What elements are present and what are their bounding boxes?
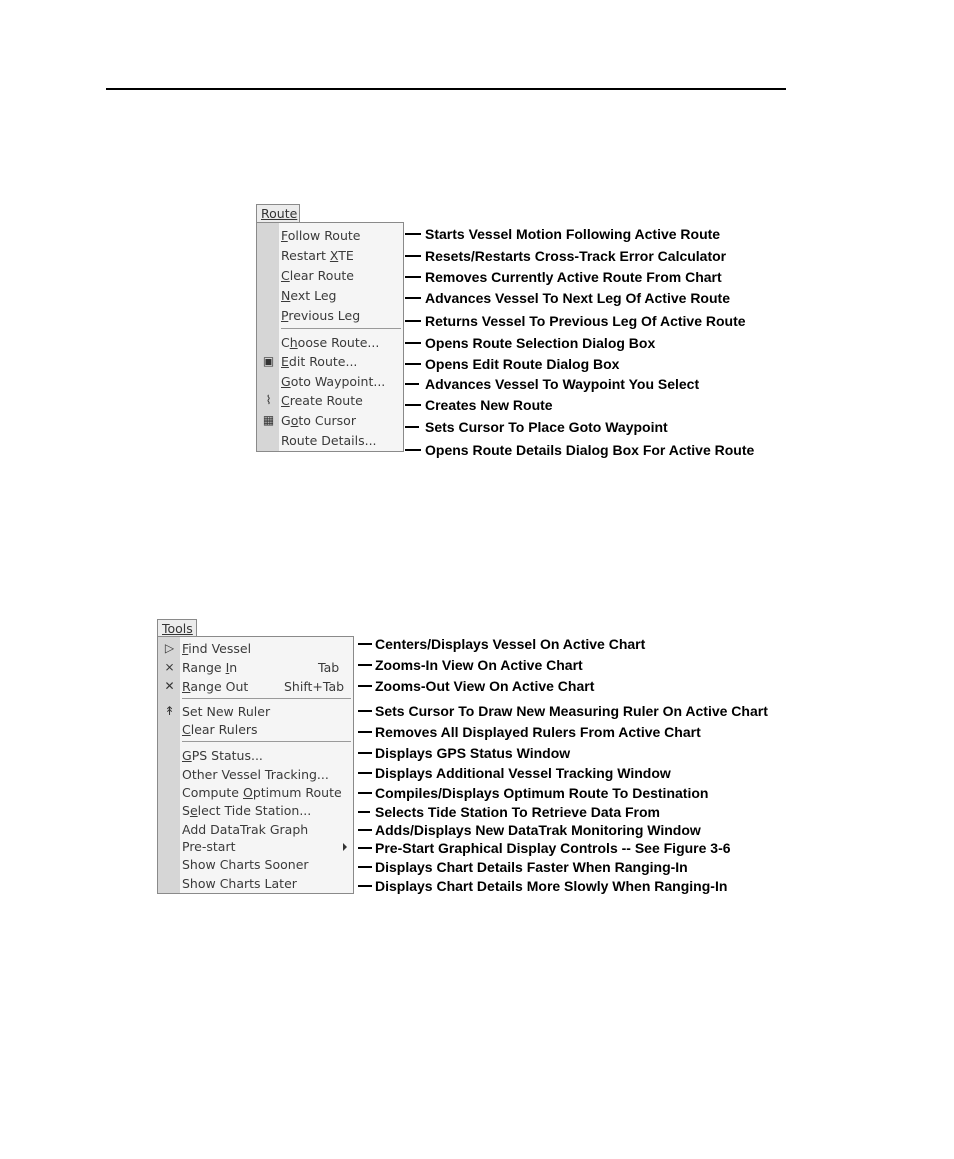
- leader-line: [358, 811, 370, 813]
- annotation-text: Opens Edit Route Dialog Box: [425, 356, 620, 372]
- menu-item-pre-start[interactable]: [158, 837, 353, 857]
- menu-item-create-route[interactable]: [257, 391, 403, 411]
- annotation-text: Selects Tide Station To Retrieve Data From: [375, 804, 661, 820]
- menu-item-label: Range Out: [182, 679, 249, 694]
- menu-item-show-charts-sooner[interactable]: [158, 855, 353, 875]
- menu-item-label: Route Details...: [281, 433, 377, 448]
- leader-line: [405, 404, 421, 406]
- annotation-text: Sets Cursor To Place Goto Waypoint: [425, 419, 668, 435]
- leader-line: [358, 829, 372, 831]
- menu-item-shortcut: Shift+Tab: [284, 679, 345, 694]
- menu-item-restart-xte[interactable]: [257, 246, 403, 266]
- annotation-text: Returns Vessel To Previous Leg Of Active Route: [425, 313, 746, 329]
- submenu-arrow-icon: [343, 843, 347, 851]
- annotation-text: Displays Additional Vessel Tracking Window: [375, 765, 671, 781]
- menu-item-label: Range In: [182, 660, 238, 675]
- tools-menu: [157, 636, 354, 894]
- leader-line: [358, 710, 372, 712]
- ruler-icon: ↟: [164, 704, 175, 718]
- menu-item-select-tide-station[interactable]: [158, 801, 353, 821]
- range-out-icon: ✕: [164, 679, 175, 693]
- leader-line: [358, 685, 372, 687]
- leader-line: [405, 320, 421, 322]
- menu-item-label: Next Leg: [281, 288, 337, 303]
- menu-item-label: Find Vessel: [182, 641, 252, 656]
- annotation-text: Advances Vessel To Next Leg Of Active Route: [425, 290, 730, 306]
- leader-line: [358, 866, 372, 868]
- leader-line: [358, 847, 372, 849]
- leader-line: [405, 449, 421, 451]
- annotation-text: Zooms-In View On Active Chart: [375, 657, 583, 673]
- menu-item-label: Show Charts Sooner: [182, 857, 309, 872]
- annotation-text: Sets Cursor To Draw New Measuring Ruler On Active Chart: [375, 703, 768, 719]
- route-menu: [256, 222, 404, 452]
- menu-item-goto-waypoint[interactable]: [257, 372, 403, 392]
- route-menu-title-label: Route: [261, 206, 298, 221]
- annotation-text: Advances Vessel To Waypoint You Select: [425, 376, 700, 392]
- annotation-text: Zooms-Out View On Active Chart: [375, 678, 595, 694]
- tools-menu-title[interactable]: [157, 619, 197, 637]
- leader-line: [405, 342, 421, 344]
- menu-item-previous-leg[interactable]: [257, 306, 403, 326]
- menu-item-label: Previous Leg: [281, 308, 361, 323]
- menu-item-label: Restart XTE: [281, 248, 354, 263]
- menu-item-follow-route[interactable]: [257, 226, 403, 246]
- leader-line: [358, 772, 372, 774]
- annotation-text: Resets/Restarts Cross-Track Error Calculator: [425, 248, 727, 264]
- annotation-text: Opens Route Details Dialog Box For Active Route: [425, 442, 755, 458]
- leader-line: [405, 426, 419, 428]
- leader-line: [358, 643, 372, 645]
- menu-item-label: Create Route: [281, 393, 363, 408]
- menu-item-clear-rulers[interactable]: [158, 720, 353, 740]
- menu-item-label: Select Tide Station...: [182, 803, 312, 818]
- annotation-text: Displays Chart Details More Slowly When Ranging-In: [375, 878, 728, 894]
- annotation-text: Removes All Displayed Rulers From Active Chart: [375, 724, 701, 740]
- menu-item-label: Follow Route: [281, 228, 361, 243]
- annotation-text: Creates New Route: [425, 397, 553, 413]
- route-menu-title[interactable]: [256, 204, 300, 222]
- menu-item-label: Show Charts Later: [182, 876, 297, 891]
- menu-item-clear-route[interactable]: [257, 266, 403, 286]
- leader-line: [358, 885, 372, 887]
- menu-item-gps-status[interactable]: [158, 746, 353, 766]
- leader-line: [405, 233, 421, 235]
- menu-item-goto-cursor[interactable]: [257, 411, 403, 431]
- annotation-text: Displays GPS Status Window: [375, 745, 571, 761]
- menu-item-choose-route[interactable]: [257, 333, 403, 353]
- annotation-text: Adds/Displays New DataTrak Monitoring Window: [375, 822, 701, 838]
- find-vessel-icon: ▷: [164, 641, 175, 655]
- annotation-text: Centers/Displays Vessel On Active Chart: [375, 636, 646, 652]
- menu-item-label: Goto Waypoint...: [281, 374, 386, 389]
- annotation-text: Starts Vessel Motion Following Active Route: [425, 226, 721, 242]
- goto-cursor-icon: ▦: [262, 413, 275, 427]
- annotation-text: Removes Currently Active Route From Chart: [425, 269, 722, 285]
- header-rule: [106, 88, 786, 90]
- menu-item-label: Goto Cursor: [281, 413, 356, 428]
- menu-item-label: Choose Route...: [281, 335, 380, 350]
- menu-item-label: Compute Optimum Route: [182, 785, 342, 800]
- menu-item-range-in[interactable]: [158, 658, 353, 678]
- menu-item-next-leg[interactable]: [257, 286, 403, 306]
- create-route-icon: ⌇: [265, 393, 272, 407]
- leader-line: [405, 276, 421, 278]
- annotation-text: Compiles/Displays Optimum Route To Destination: [375, 785, 709, 801]
- menu-separator: [182, 698, 351, 699]
- range-in-icon: ⨯: [164, 660, 175, 674]
- menu-item-label: Pre-start: [182, 839, 236, 854]
- leader-line: [358, 731, 372, 733]
- menu-separator: [281, 328, 401, 329]
- leader-line: [405, 297, 421, 299]
- menu-item-show-charts-later[interactable]: [158, 874, 353, 894]
- menu-item-label: Add DataTrak Graph: [182, 822, 309, 837]
- menu-item-other-vessel-tracking[interactable]: [158, 765, 353, 785]
- annotation-text: Displays Chart Details Faster When Ranging-In: [375, 859, 688, 875]
- menu-item-compute-optimum-route[interactable]: [158, 783, 353, 803]
- menu-item-label: Clear Route: [281, 268, 354, 283]
- menu-item-label: Set New Ruler: [182, 704, 271, 719]
- menu-item-route-details[interactable]: [257, 431, 403, 451]
- leader-line: [358, 752, 372, 754]
- menu-item-range-out[interactable]: [158, 677, 353, 697]
- menu-separator: [182, 741, 351, 742]
- edit-route-icon: ▣: [262, 354, 275, 368]
- tools-menu-title-label: Tools: [162, 621, 193, 636]
- menu-item-label: Clear Rulers: [182, 722, 258, 737]
- leader-line: [358, 664, 372, 666]
- menu-item-shortcut: Tab: [318, 660, 340, 675]
- leader-line: [405, 363, 421, 365]
- leader-line: [405, 255, 421, 257]
- annotation-text: Pre-Start Graphical Display Controls -- See Figure 3-6: [375, 840, 731, 856]
- menu-item-label: Other Vessel Tracking...: [182, 767, 329, 782]
- menu-item-label: GPS Status...: [182, 748, 263, 763]
- menu-item-set-new-ruler[interactable]: [158, 702, 353, 722]
- menu-item-label: Edit Route...: [281, 354, 358, 369]
- menu-item-edit-route[interactable]: [257, 352, 403, 372]
- menu-item-find-vessel[interactable]: [158, 639, 353, 659]
- annotation-text: Opens Route Selection Dialog Box: [425, 335, 656, 351]
- leader-line: [358, 792, 372, 794]
- leader-line: [405, 383, 419, 385]
